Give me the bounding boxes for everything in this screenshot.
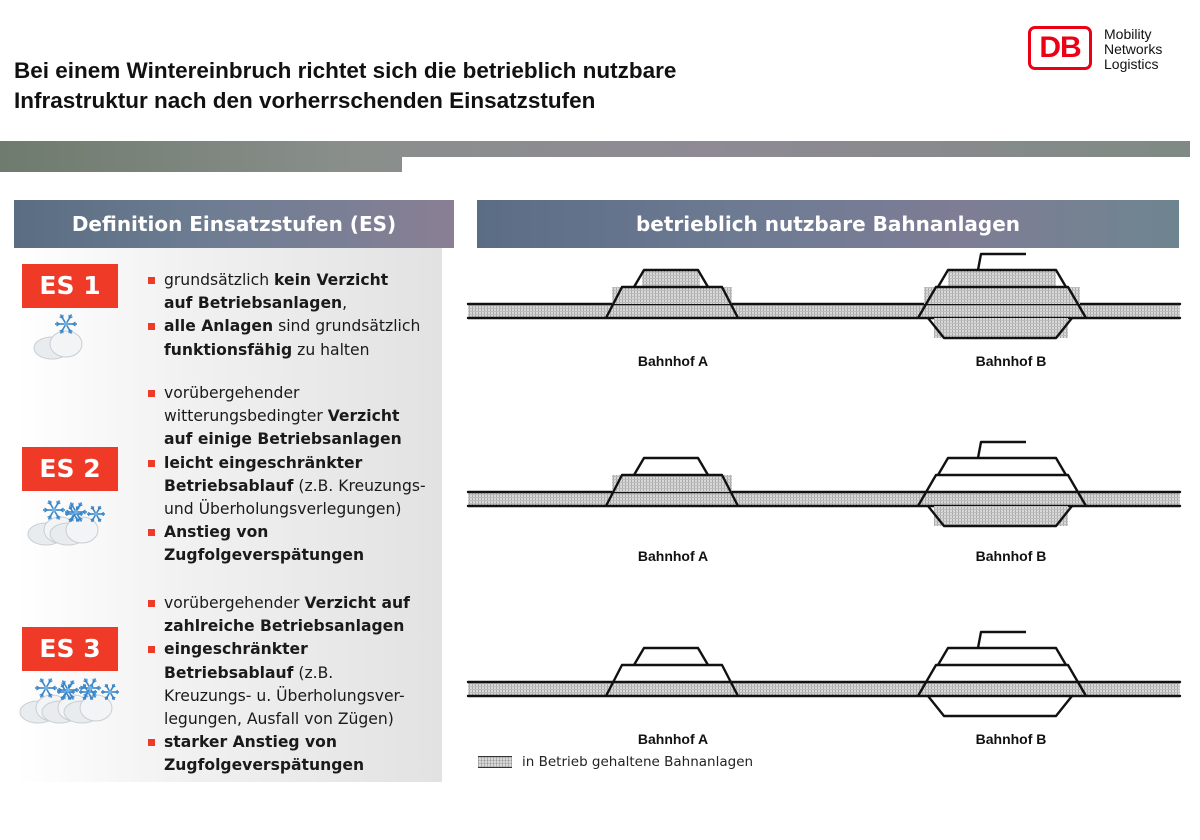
row3-station-a-upper: [634, 648, 708, 665]
es3-bullet: [148, 731, 448, 777]
es1-bullet: [148, 315, 448, 361]
bullet-line: [164, 592, 448, 615]
bullet-text-bold: Zugfolgeverspätungen: [164, 546, 365, 565]
row3-station-a-label: Bahnhof A: [637, 731, 709, 747]
row2-mainline-hatch: [468, 492, 1180, 506]
logo-line-2: Networks: [1104, 41, 1163, 57]
bullet-text: Kreuzungs- u. Überholungsver-: [164, 686, 405, 705]
bullet-square-icon: [148, 600, 155, 607]
bullet-line: [164, 708, 448, 731]
es3-bullets: [148, 592, 448, 778]
title-line-1: Bei einem Wintereinbruch richtet sich die betrieblich nutzbare: [14, 58, 677, 83]
row2-station-b-lower-hatch: [934, 506, 1068, 526]
legend-label: in Betrieb gehaltene Bahnanlagen: [522, 754, 754, 770]
bullet-text-bold: leicht eingeschränkter: [164, 453, 363, 472]
bullet-line: [164, 754, 448, 777]
bullet-text: zu halten: [292, 340, 370, 359]
bullet-line: [164, 544, 448, 567]
bullet-line: [164, 685, 448, 708]
bullet-text: vorübergehender: [164, 384, 300, 402]
row1-station-b-upper-hatch: [948, 270, 1056, 287]
bullet-text-bold: Verzicht auf: [304, 594, 410, 612]
bullet-line: [164, 475, 448, 498]
bullet-line: [164, 521, 448, 544]
row2-station-a-siding-hatch: [612, 475, 732, 492]
bullet-text-bold: Zugfolgeverspätungen: [164, 756, 365, 775]
es2-snow-cloud-icon: [24, 494, 124, 550]
es3-bullet: [148, 592, 448, 638]
bullet-line: [164, 731, 448, 754]
bullet-line: [164, 339, 448, 362]
row1-mainline-hatch: [468, 304, 1180, 318]
bullet-line: [164, 428, 448, 451]
row2-station-b-upper: [938, 458, 1066, 475]
bullet-text-bold: kein Verzicht: [274, 271, 389, 289]
bullet-text-bold: Verzicht: [327, 407, 400, 426]
bullet-text-bold: funktionsfähig: [164, 340, 293, 359]
legend-swatch: [478, 756, 512, 768]
row1-station-a-label: Bahnhof A: [637, 353, 709, 369]
row1-station-b-label: Bahnhof B: [975, 353, 1047, 369]
bullet-text-bold: Betriebsablauf: [164, 663, 294, 682]
row2-station-b-stub: [978, 442, 1026, 458]
es2-bullet: [148, 452, 448, 522]
bullet-text: witterungsbedingter: [164, 407, 328, 426]
bullet-text-bold: eingeschränkter: [164, 640, 308, 659]
bullet-text-bold: Anstieg von: [164, 523, 269, 542]
bullet-line: [164, 382, 448, 405]
bullet-line: [164, 315, 448, 338]
bullet-line: [164, 405, 448, 428]
row2-station-a-label: Bahnhof A: [637, 548, 709, 564]
infrastructure-panel-heading: betrieblich nutzbare Bahnanlagen: [477, 200, 1179, 248]
es3-snow-cloud-icon: [16, 672, 136, 728]
es1-badge: ES 1: [22, 264, 118, 308]
row3-station-b-label: Bahnhof B: [975, 731, 1047, 747]
es2-bullet: [148, 521, 448, 567]
bullet-line: [164, 662, 448, 685]
bullet-text: vorübergehender: [164, 594, 305, 612]
bullet-text-bold: alle Anlagen: [164, 317, 274, 336]
track-diagram: [466, 248, 1188, 788]
bullet-line: [164, 292, 448, 315]
row3-mainline-hatch: [468, 682, 1180, 696]
bullet-line: [164, 638, 448, 661]
es1-snow-cloud-icon: [30, 308, 110, 364]
bullet-text: sind grundsätzlich: [273, 317, 421, 336]
row3-station-b-stub: [978, 632, 1026, 648]
bullet-square-icon: [148, 460, 155, 467]
row3-station-b-lower: [928, 696, 1072, 716]
es3-badge: ES 3: [22, 627, 118, 671]
logo-tagline: [1104, 27, 1162, 72]
title-line-2: Infrastruktur nach den vorherrschenden Einsatzstufen: [14, 88, 596, 113]
bullet-text-bold: starker Anstieg von: [164, 733, 337, 752]
bullet-text-bold: Betriebsablauf: [164, 476, 294, 495]
bullet-square-icon: [148, 529, 155, 536]
es2-bullet: [148, 382, 448, 452]
bullet-text-bold: zahlreiche Betriebsanlagen: [164, 617, 405, 636]
logo-line-3: Logistics: [1104, 56, 1159, 72]
bullet-line: [164, 498, 448, 521]
row1-station-b-lower-hatch: [934, 318, 1068, 338]
es2-badge: ES 2: [22, 447, 118, 491]
es3-bullet: [148, 638, 448, 731]
bullet-line: [164, 452, 448, 475]
bullet-square-icon: [148, 277, 155, 284]
es2-bullets: [148, 382, 448, 568]
es1-bullet: [148, 269, 448, 315]
row2-station-b-label: Bahnhof B: [975, 548, 1047, 564]
row1-station-b-siding-hatch: [924, 287, 1080, 304]
bullet-text: legungen, Ausfall von Zügen): [164, 710, 394, 729]
bullet-text-bold: auf einige Betriebsanlagen: [164, 430, 402, 449]
row2-station-a-upper: [634, 458, 708, 475]
bullet-text-bold: auf Betriebsanlagen: [164, 294, 343, 313]
bullet-text: und Überholungsverlegungen): [164, 500, 402, 519]
bullet-line: [164, 615, 448, 638]
row1-station-b-stub: [978, 254, 1026, 270]
bullet-text: ,: [342, 294, 348, 313]
page-title: [14, 56, 914, 116]
bullet-text: (z.B.: [293, 663, 334, 682]
logo-mark: DB: [1039, 31, 1081, 64]
bullet-square-icon: [148, 646, 155, 653]
bullet-line: [164, 269, 448, 292]
bullet-square-icon: [148, 323, 155, 330]
bullet-square-icon: [148, 739, 155, 746]
es1-bullets: [148, 269, 448, 362]
bullet-square-icon: [148, 390, 155, 397]
bullet-text: grundsätzlich: [164, 271, 275, 289]
db-logo: [1028, 26, 1092, 70]
logo-line-1: Mobility: [1104, 26, 1152, 42]
bullet-text: (z.B. Kreuzungs-: [293, 476, 426, 495]
row1-station-a-upper-hatch: [642, 270, 700, 287]
definition-panel-heading: Definition Einsatzstufen (ES): [14, 200, 454, 248]
row1-station-a-siding-hatch: [612, 287, 732, 304]
row3-station-b-upper: [938, 648, 1066, 665]
